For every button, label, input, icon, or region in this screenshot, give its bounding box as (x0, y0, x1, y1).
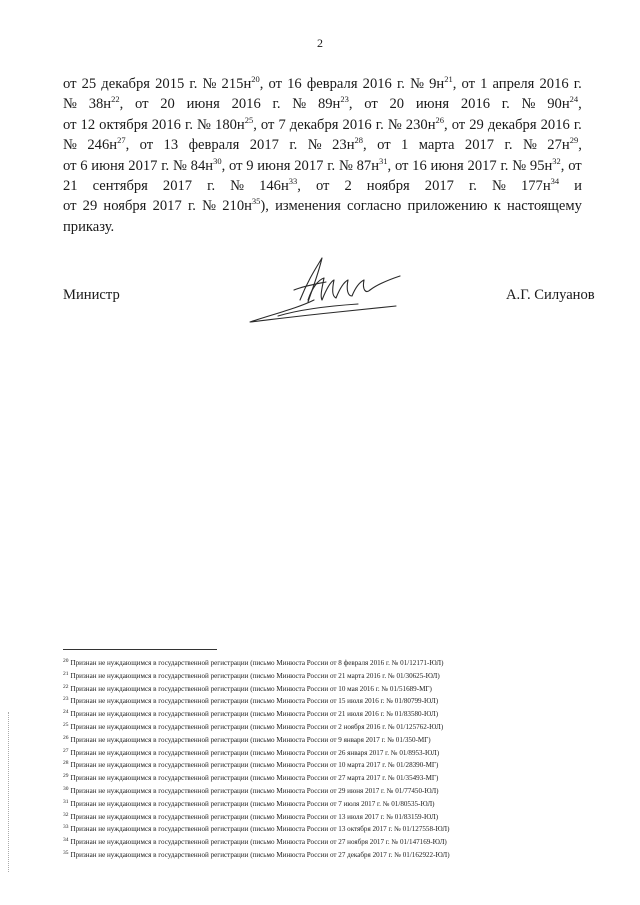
body-word: г. (272, 96, 281, 113)
body-word: г. (289, 137, 298, 154)
body-word: 1 (480, 76, 488, 92)
footnote-item (63, 848, 603, 861)
body-line (63, 135, 582, 155)
body-word: декабря (289, 116, 339, 133)
body-word: 25 (81, 76, 97, 92)
body-word: № (491, 178, 506, 195)
footnote-item (63, 784, 603, 797)
footnote-ref: 27 (117, 135, 126, 146)
body-word: 2017 (294, 157, 324, 174)
footnote-ref: 25 (244, 114, 254, 125)
body-word: $180н^{25}$, (215, 114, 257, 133)
footnote-text: Признан не нуждающимся в государственной регистрации (письмо Минюста России от 9 января 2017 г. № 01/350-МГ) (70, 735, 431, 744)
body-word: 2016 (151, 116, 181, 133)
footnote-ref: 28 (354, 135, 364, 146)
footnote-text: Признан не нуждающимся в государственной регистрации (письмо Минюста России от 15 июля 2016 г. № 01/80799-ЮЛ) (70, 697, 439, 706)
body-word: $230н^{26}$, (405, 114, 448, 133)
body-word: от (63, 157, 77, 174)
footnote-number: 29 (63, 773, 69, 780)
signatory-title: Министр (63, 287, 120, 303)
body-word: $177н^{34}$ (520, 176, 560, 195)
footnote-number: 26 (63, 734, 69, 741)
footnote-number: 32 (63, 811, 69, 818)
body-word: № (512, 157, 527, 174)
body-line (63, 156, 582, 176)
footnote-text: Признан не нуждающимся в государственной регистрации (письмо Минюста России от 13 июля 2017 г. № 01/83159-ЮЛ) (70, 812, 439, 821)
footnote-ref: 24 (569, 94, 579, 105)
footnote-item (63, 835, 603, 848)
body-word: 2017 (467, 157, 497, 174)
body-word: 2016 (231, 96, 261, 113)
body-word: июня (257, 157, 291, 174)
footnote-text: Признан не нуждающимся в государственной регистрации (письмо Минюста России от 27 марта 2017 г. № 01/35493-МГ) (70, 774, 439, 783)
body-word: № (307, 137, 322, 154)
body-word: от (63, 76, 77, 92)
footnote-item (63, 810, 603, 823)
body-word: 20 (389, 96, 405, 113)
footnote-number: 23 (63, 696, 69, 703)
footnote-text: Признан не нуждающимся в государственной регистрации (письмо Минюста России от 10 мая 2016 г. № 01/51689-МГ) (70, 684, 432, 693)
body-word: сентября (92, 178, 148, 195)
body-word: 1 (401, 137, 409, 154)
body-word: 2017 (128, 157, 158, 174)
body-word: г. (161, 157, 170, 174)
footnote-item (63, 669, 603, 682)
body-word: 16 (412, 157, 427, 174)
body-word: 6 (80, 157, 88, 174)
footnote-text: Признан не нуждающимся в государственной регистрации (письмо Минюста России от 10 марта 2017 г. № 01/28390-МГ) (70, 761, 439, 770)
body-word: г. (207, 178, 216, 195)
footnote-item (63, 733, 603, 746)
body-word: декабря (101, 76, 150, 92)
footnote-ref: 20 (251, 74, 260, 84)
footnote-item (63, 822, 603, 835)
handwritten-signature (238, 250, 408, 340)
footnote-text: Признан не нуждающимся в государственной регистрации (письмо Минюста России от 8 февраля 2016 г. № 01/12171-ЮЛ) (70, 659, 444, 667)
footnote-number: 31 (63, 798, 69, 805)
body-word: $246н^{27}$, (87, 135, 130, 154)
body-word: 2017 (162, 178, 193, 195)
body-word: 29 (469, 116, 484, 133)
body-word: $87н^{31}$, (356, 155, 392, 174)
footnote-number: 35 (63, 849, 69, 856)
body-word: 2016 (460, 96, 491, 113)
body-word: 7 (278, 116, 286, 133)
signatory-name: А.Г. Силуанов (506, 287, 595, 303)
body-word: г. (573, 116, 582, 133)
body-word: июня (91, 157, 125, 174)
body-word: ноября (366, 178, 410, 195)
body-word: № (521, 96, 536, 113)
footnote-item (63, 797, 603, 810)
footnote-ref: 26 (435, 114, 444, 125)
body-word: от (228, 157, 243, 174)
footnote-item (63, 694, 603, 707)
body-word: 12 (80, 116, 96, 133)
body-word: июня (430, 157, 464, 174)
body-word: от (461, 76, 475, 92)
body-word: октября (99, 116, 148, 133)
footnote-ref: 34 (550, 176, 560, 187)
body-word: г. (375, 116, 384, 133)
body-word: $95н^{32}$, (529, 155, 565, 174)
body-word: 2017 (464, 137, 495, 154)
body-word: г. (327, 157, 336, 174)
body-word: от (377, 137, 391, 154)
body-word: 2017 (424, 178, 454, 195)
footnote-text: Признан не нуждающимся в государственной регистрации (письмо Минюста России от 13 октября 2017 г. № 01/127558-ЮЛ) (70, 825, 450, 834)
body-word: от (135, 96, 149, 113)
footnote-ref: 33 (288, 176, 298, 187)
body-word: к (493, 198, 501, 215)
body-word: № (202, 198, 217, 215)
body-word: 13 (163, 137, 179, 154)
body-word: 9 (246, 157, 254, 174)
footnote-item (63, 746, 603, 759)
body-line (63, 115, 582, 135)
body-word: от (568, 157, 582, 174)
body-word: $146н^{33}$, (259, 176, 301, 195)
body-word: февраля (188, 137, 240, 154)
footnote-number: 22 (63, 683, 69, 690)
body-word: от (63, 198, 77, 215)
body-word: приложению (407, 198, 488, 215)
body-word: № (387, 116, 402, 133)
body-word: № (63, 137, 77, 154)
body-word: 2017 (249, 137, 279, 154)
footnote-item (63, 707, 603, 720)
footnote-text: Признан не нуждающимся в государственной регистрации (письмо Минюста России от 7 июля 2017 г. № 01/80535-ЮЛ) (70, 799, 435, 808)
body-word: г. (504, 137, 513, 154)
footnote-number: 28 (63, 760, 69, 767)
body-word: настоящему (507, 198, 582, 215)
body-word: от (260, 116, 275, 133)
body-line (63, 176, 582, 196)
body-word: г. (184, 116, 193, 133)
body-word: № (63, 96, 77, 113)
footnotes-list (63, 656, 603, 861)
body-word: г. (187, 198, 196, 215)
body-word: $9н^{21}$, (429, 74, 457, 92)
footnote-ref: 31 (379, 155, 388, 166)
body-word: от (451, 116, 466, 133)
body-word: 2016 (362, 76, 392, 92)
footnote-number: 34 (63, 837, 69, 844)
footnote-text: Признан не нуждающимся в государственной регистрации (письмо Минюста России от 26 января 2017 г. № 01/8953-ЮЛ) (70, 748, 440, 757)
footnote-ref: 32 (552, 155, 561, 166)
footnote-item (63, 682, 603, 695)
body-word: от (315, 178, 330, 195)
body-word: апреля (492, 76, 535, 92)
body-word: $90н^{24}$, (547, 94, 582, 113)
body-word: марта (418, 137, 455, 154)
body-line (63, 94, 582, 114)
footnote-ref: 21 (444, 74, 453, 84)
footnote-number: 21 (63, 670, 69, 677)
body-word: г. (573, 76, 582, 92)
footnote-text: Признан не нуждающимся в государственной регистрации (письмо Минюста России от 2 ноября 2016 г. № 01/125762-ЮЛ) (70, 722, 444, 731)
body-word: 2017 (152, 198, 182, 215)
footnote-ref: 29 (569, 135, 579, 146)
body-word: № (338, 157, 353, 174)
body-word: $210н^{35}$), (222, 196, 269, 215)
body-word: июня (415, 96, 450, 113)
footnote-item (63, 720, 603, 733)
body-word: г. (468, 178, 477, 195)
body-word: 2 (344, 178, 352, 195)
body-word: № (202, 76, 217, 92)
body-word: от (364, 96, 378, 113)
body-line (63, 217, 582, 237)
footnote-number: 30 (63, 785, 69, 792)
footnote-number: 25 (63, 721, 69, 728)
footnote-number: 27 (63, 747, 69, 754)
footnote-text: Признан не нуждающимся в государственной регистрации (письмо Минюста России от 21 июля 2016 г. № 01/83580-ЮЛ) (70, 710, 439, 719)
footnote-ref: 30 (213, 155, 222, 166)
body-word: г. (501, 96, 510, 113)
body-word: изменения (275, 198, 341, 215)
body-line (63, 74, 582, 94)
body-word: 2016 (539, 76, 569, 92)
body-word: г. (396, 76, 405, 92)
body-word: от (63, 116, 77, 133)
footnote-text: Признан не нуждающимся в государственной регистрации (письмо Минюста России от 29 июня 2017 г. № 01/77450-ЮЛ) (70, 786, 439, 795)
body-word: № (172, 157, 187, 174)
body-word: № (230, 178, 245, 195)
body-word: февраля (306, 76, 358, 92)
body-word: 29 (82, 198, 98, 215)
order-body-text (63, 74, 582, 237)
footnote-item (63, 656, 603, 669)
body-word: $89н^{23}$, (317, 94, 353, 113)
body-word: $23н^{28}$, (332, 135, 367, 154)
body-word: декабря (487, 116, 537, 133)
footnote-ref: 22 (111, 94, 120, 105)
footnote-divider (63, 649, 217, 650)
body-word: 16 (287, 76, 302, 92)
body-word: № (522, 137, 537, 154)
body-word: № (292, 96, 307, 113)
body-word: 21 (63, 178, 78, 195)
body-word: 2015 (155, 76, 185, 92)
body-word: г. (500, 157, 509, 174)
body-word: 2016 (540, 116, 570, 133)
body-word: $215н^{20}$, (221, 74, 264, 92)
body-word: ноября (103, 198, 147, 215)
body-word: приказу. (63, 218, 115, 235)
body-word: 2016 (342, 116, 372, 133)
body-word: г. (189, 76, 198, 92)
body-word: № (410, 76, 424, 92)
footnote-text: Признан не нуждающимся в государственной регистрации (письмо Минюста России от 27 декабря 2017 г. № 01/162922-ЮЛ) (70, 850, 450, 859)
body-word: и (574, 178, 582, 195)
margin-marks (8, 712, 11, 872)
body-word: от (268, 76, 282, 92)
footnote-ref: 35 (251, 196, 261, 207)
body-word: согласно (346, 198, 402, 215)
footnote-number: 20 (63, 658, 69, 664)
body-word: июня (186, 96, 220, 113)
footnote-number: 33 (63, 824, 69, 831)
footnote-item (63, 758, 603, 771)
footnote-text: Признан не нуждающимся в государственной регистрации (письмо Минюста России от 27 ноября 2017 г. № 01/147169-ЮЛ) (70, 838, 447, 847)
body-word: от (139, 137, 154, 154)
footnote-item (63, 771, 603, 784)
body-word: $27н^{29}$, (547, 135, 582, 154)
body-word: $38н^{22}$, (88, 94, 124, 113)
body-word: $84н^{30}$, (190, 155, 226, 174)
body-word: от (394, 157, 409, 174)
body-word: № (197, 116, 211, 133)
footnote-number: 24 (63, 709, 69, 716)
footnote-ref: 23 (340, 94, 349, 105)
body-line (63, 196, 582, 216)
footnote-text: Признан не нуждающимся в государственной регистрации (письмо Минюста России от 21 марта 2016 г. № 01/30625-ЮЛ) (70, 671, 440, 680)
page-number: 2 (317, 36, 323, 50)
body-word: 20 (160, 96, 175, 113)
